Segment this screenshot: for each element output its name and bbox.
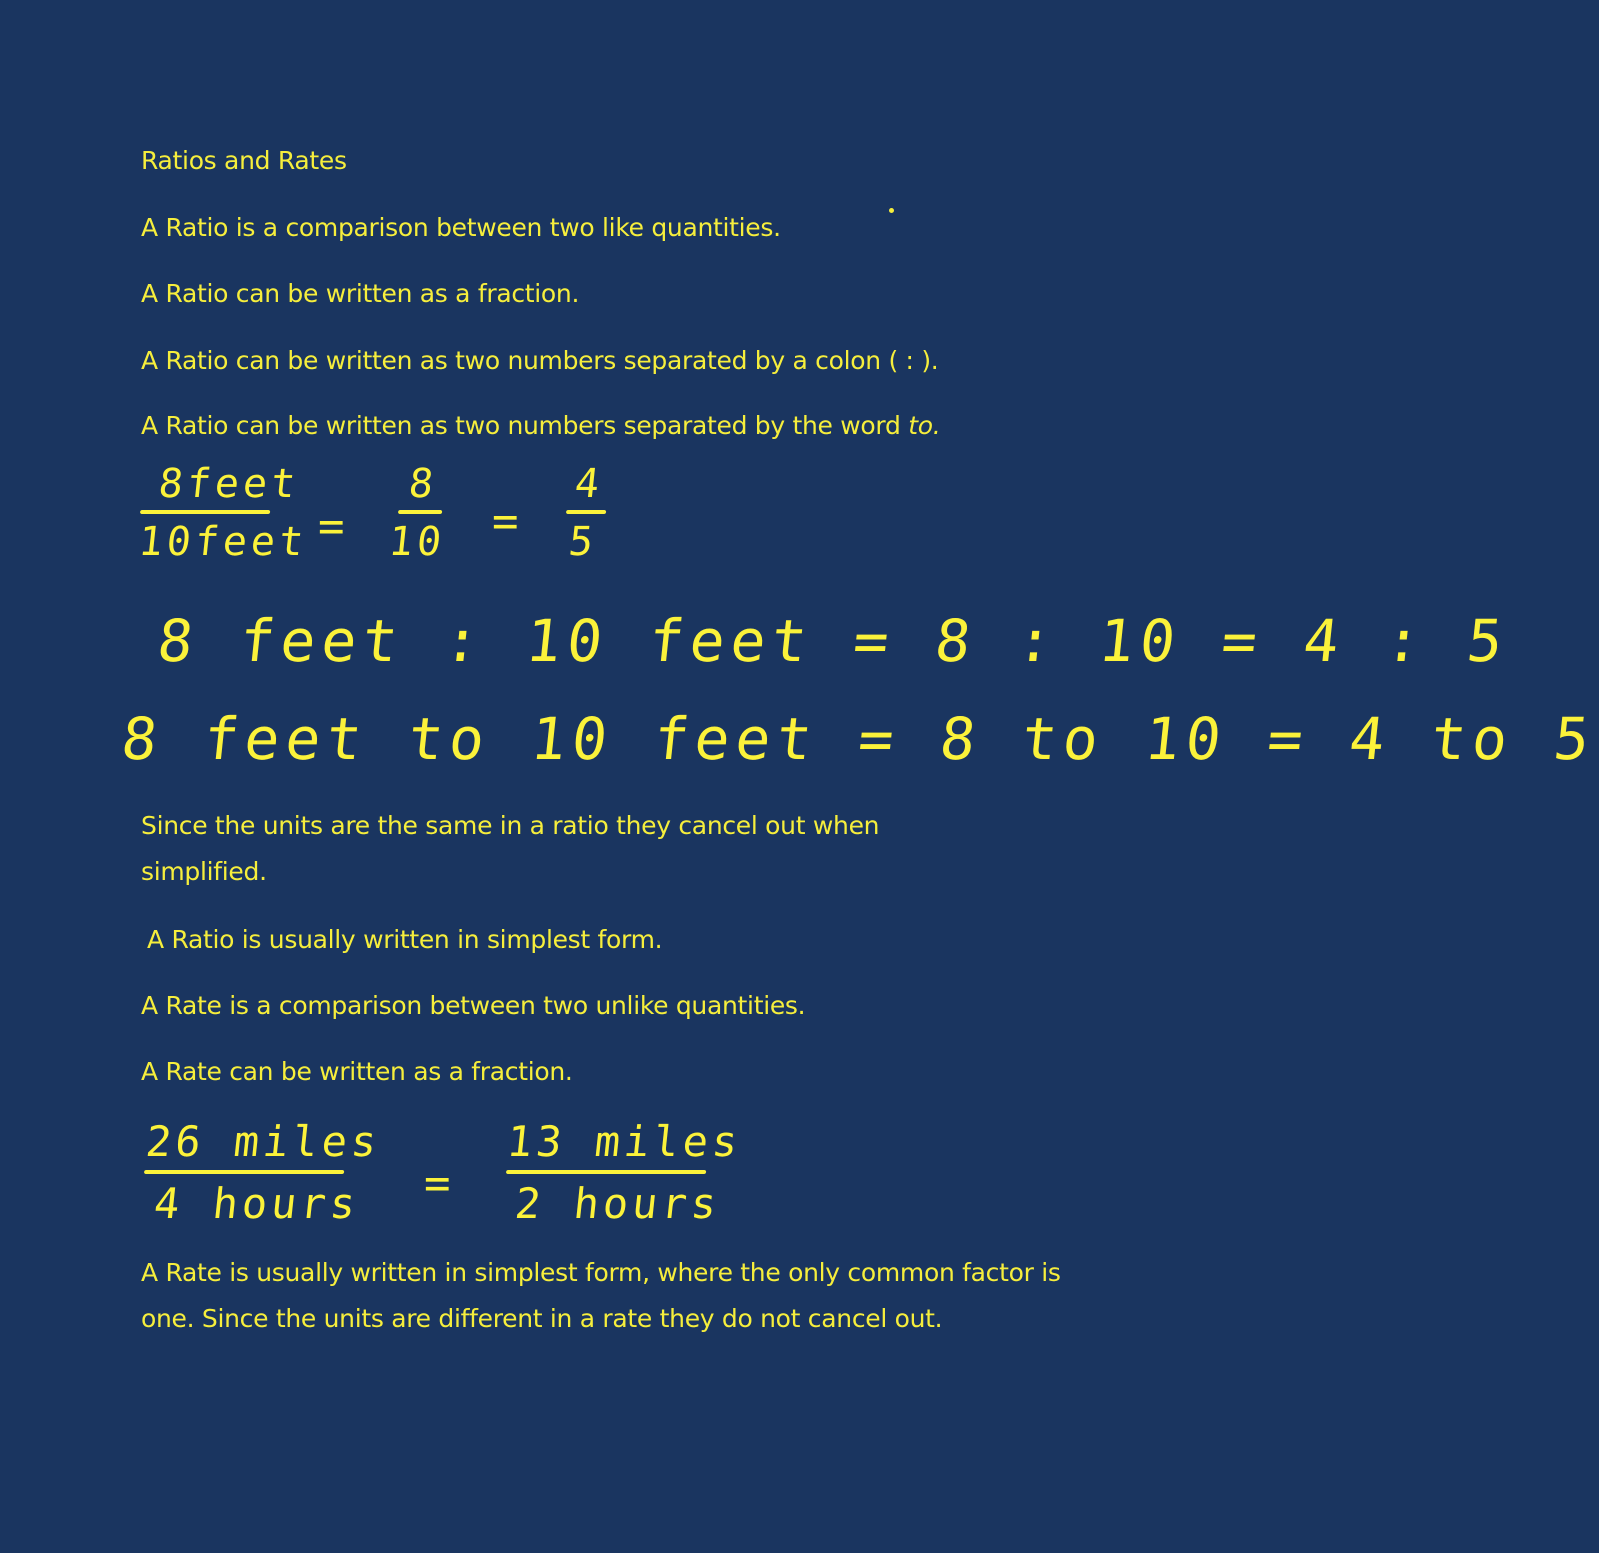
ratio-simplest-note: A Ratio is usually written in simplest form. bbox=[147, 925, 663, 954]
ratio-to-word: to. bbox=[908, 411, 941, 440]
stray-dot bbox=[889, 208, 894, 213]
equals-sign: = bbox=[318, 501, 345, 552]
ratio-to-note-text: A Ratio can be written as two numbers separated by the word bbox=[141, 411, 901, 440]
fraction-bar bbox=[398, 510, 442, 514]
fraction-denominator: 2 hours bbox=[512, 1179, 723, 1228]
rate-fraction-note: A Rate can be written as a fraction. bbox=[141, 1057, 573, 1086]
fraction-bar bbox=[144, 1170, 344, 1174]
rate-definition: A Rate is a comparison between two unlike quantities. bbox=[141, 991, 806, 1020]
fraction-numerator: 26 miles bbox=[143, 1117, 384, 1166]
ratio-to-note bbox=[141, 410, 940, 442]
ratio-cancel-note: Since the units are the same in a ratio they cancel out when simplified. bbox=[141, 811, 880, 886]
handwritten-fraction-numbers bbox=[385, 462, 456, 564]
ratio-fraction-note: A Ratio can be written as a fraction. bbox=[141, 279, 580, 308]
fraction-denominator: 5 bbox=[566, 519, 600, 565]
handwritten-fraction-simplified bbox=[551, 462, 622, 564]
handwritten-to-ratio: 8 feet to 10 feet = 8 to 10 = 4 to 5 bbox=[118, 705, 1599, 773]
fraction-denominator: 10feet bbox=[136, 519, 310, 565]
equals-sign: = bbox=[424, 1158, 451, 1209]
page-title: Ratios and Rates bbox=[141, 146, 347, 175]
fraction-numerator: 13 miles bbox=[504, 1117, 745, 1166]
fraction-denominator: 4 hours bbox=[151, 1179, 362, 1228]
fraction-numerator: 4 bbox=[572, 461, 606, 507]
fraction-bar bbox=[566, 510, 606, 514]
fraction-bar bbox=[140, 510, 270, 514]
fraction-denominator: 10 bbox=[386, 519, 448, 565]
ratio-definition: A Ratio is a comparison between two like quantities. bbox=[141, 213, 781, 242]
fraction-bar bbox=[506, 1170, 706, 1174]
handwritten-colon-ratio: 8 feet : 10 feet = 8 : 10 = 4 : 5 bbox=[154, 607, 1512, 675]
ratio-colon-note: A Ratio can be written as two numbers separated by a colon ( : ). bbox=[141, 346, 939, 375]
handwritten-rate-simplified bbox=[490, 1118, 752, 1228]
equals-sign: = bbox=[492, 496, 519, 547]
fraction-numerator: 8feet bbox=[156, 461, 302, 507]
fraction-numerator: 8 bbox=[406, 461, 440, 507]
handwritten-rate-fraction bbox=[134, 1118, 386, 1228]
rate-simplest-note: A Rate is usually written in simplest form, where the only common factor is one. Since the units are different in a rate they do not cancel out. bbox=[141, 1258, 1061, 1333]
handwritten-fraction-feet bbox=[121, 462, 332, 564]
